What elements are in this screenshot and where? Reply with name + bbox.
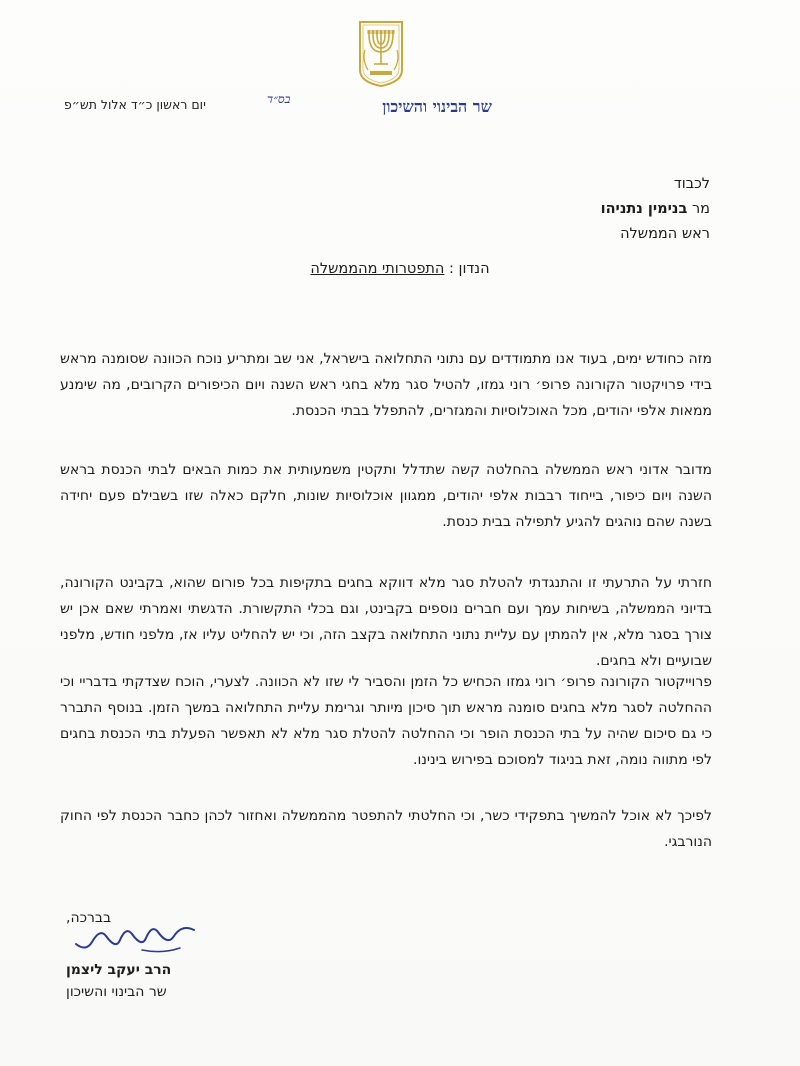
state-emblem-icon xyxy=(356,20,406,88)
recipient-title: ראש הממשלה xyxy=(620,226,710,242)
subject-label: הנדון : xyxy=(449,261,490,277)
handwritten-signature xyxy=(62,918,202,968)
signer-role: שר הבינוי והשיכון xyxy=(66,984,167,1000)
body-paragraph-3: חזרתי על התרעתי זו והתנגדתי להטלת סגר מלא דווקא בחגים בתקיפות בכל פורום שהוא, בקבינט הקורונה, בדיוני הממשלה, בשיחות עמך ועם חברים נוספים בקבינט, וגם בכלי התקשורת. הדגשתי ואמרתי שאם אכן יש צורך בסגר מלא, אין להמתין עם עליית נתוני התחלואה בקצב הזה, וכי יש להחליט עליו אז, מלפני חודש, מלפני שבועיים ולא בחגים. xyxy=(60,575,712,669)
letter-date: יום ראשון כ״ד אלול תש״פ xyxy=(64,97,206,112)
body-paragraph-5: לפיכך לא אוכל להמשיך בתפקידי כשר, וכי החלטתי להתפטר מהממשלה ואחזור לכהן כחבר הכנסת לפי החוק הנורבגי. xyxy=(60,808,712,850)
body-paragraph-2: מדובר אדוני ראש הממשלה בהחלטה קשה שתדלל ותקטין משמעותית את כמות הבאים לבתי הכנסת בראש השנה ויום כיפור, בייחוד רבבות אלפי יהודים, ממגוון אוכלוסיות שונות, חלקם כאלה שזו בשבילם פעם יחידה בשנה שהם נוהגים להגיע לתפילה בבית כנסת. xyxy=(60,462,712,530)
recipient-name-line xyxy=(601,201,710,217)
recipient-prefix: מר xyxy=(691,201,710,217)
recipient-salutation: לכבוד xyxy=(673,176,710,192)
letterhead-ministry: שר הבינוי והשיכון xyxy=(382,97,492,116)
bsd-mark: בס״ד xyxy=(267,92,291,106)
subject-text: התפטרותי מהממשלה xyxy=(310,261,445,277)
recipient-name: בנימין נתניהו xyxy=(600,201,688,217)
body-paragraph-1: מזה כחודש ימים, בעוד אנו מתמודדים עם נתוני התחלואה בישראל, אני שב ומתריע נוכח הכוונה שסומנה מראש בידי פרויקטור הקורונה פרופ׳ רוני גמזו, להטיל סגר מלא בחגי ראש השנה ויום הכיפורים הקרובים, מה שימנע ממאות אלפי יהודים, מכל האוכלוסיות והמגזרים, להתפלל בבתי הכנסת. xyxy=(60,351,712,419)
body-paragraph-4: פרוייקטור הקורונה פרופ׳ רוני גמזו הכחיש כל הזמן והסביר לי שזו לא הכוונה. לצערי, הוכח שצדקתי בדבריי וכי ההחלטה לסגר מלא בחגים סומנה מראש תוך סיכון מיותר וגרימת עליית התחלואה במשך הזמן. בנוסף התברר כי גם סיכום שהיה על בתי הכנסת הופר וכי ההחלטה להטלת סגר מלא לא תאפשר הפעלת בתי הכנסת בחגים לפי מתווה נומה, זאת בניגוד למסוכם בפירוש בינינו. xyxy=(60,674,712,768)
signer-name: הרב יעקב ליצמן xyxy=(66,962,172,978)
closing-greeting: בברכה, xyxy=(66,910,112,926)
subject-line xyxy=(0,261,800,277)
